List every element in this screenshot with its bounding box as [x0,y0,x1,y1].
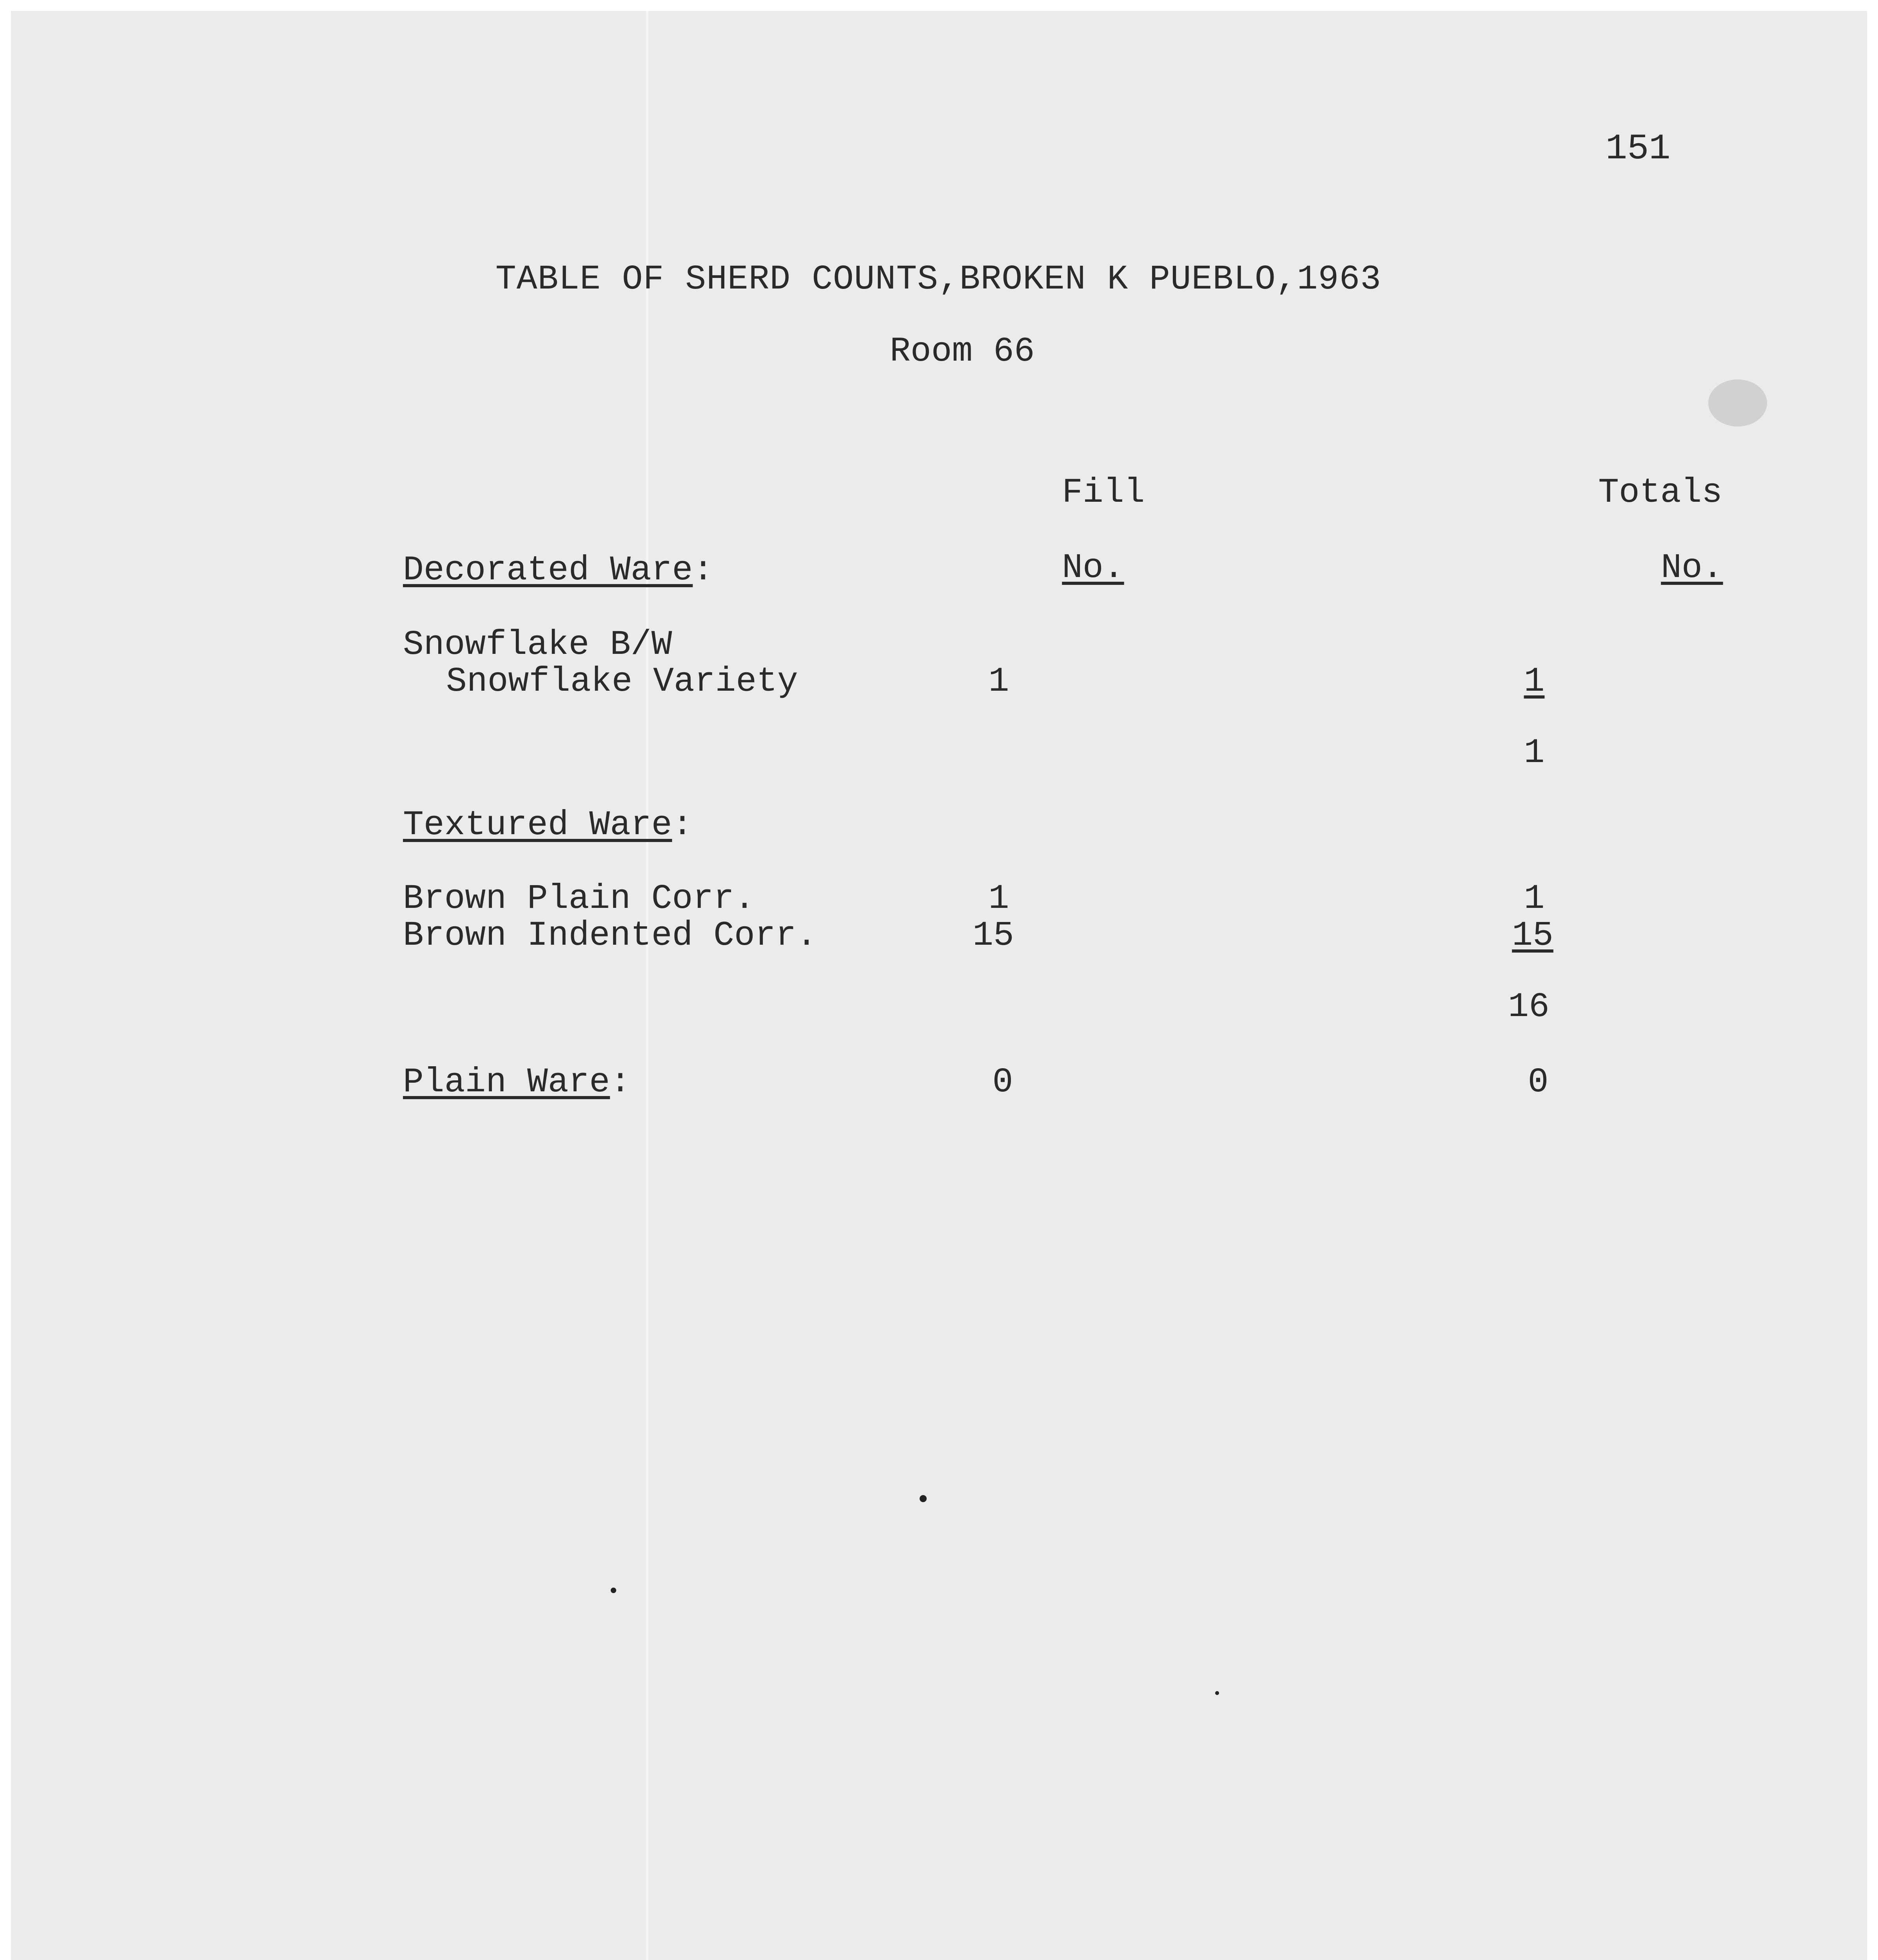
paper-fold [646,11,648,1960]
fill-column-header [979,437,1145,625]
document-subtitle: Room 66 [890,332,1035,371]
brown-indented-corr-total: 15 [1512,916,1553,955]
brown-plain-corr-label: Brown Plain Corr. [403,880,755,918]
brown-plain-corr-total: 1 [1524,880,1545,918]
paper-smudge [1708,379,1767,426]
brown-plain-corr-fill: 1 [988,880,1009,918]
snowflake-variety-total: 1 [1524,662,1545,701]
textured-subtotal: 16 [1508,988,1550,1027]
plain-ware-fill: 0 [992,1063,1013,1102]
decorated-subtotal: 1 [1524,734,1545,773]
textured-ware-heading: Textured Ware: [403,806,693,845]
plain-ware-heading: Plain Ware: [403,1063,631,1102]
document-title: TABLE OF SHERD COUNTS,BROKEN K PUEBLO,1963 [495,260,1381,299]
brown-indented-corr-label: Brown Indented Corr. [403,916,817,955]
fill-header-line2: No. [1062,549,1124,588]
document-page [11,11,1867,1960]
paper-speck [920,1495,927,1502]
brown-indented-corr-fill: 15 [973,916,1014,955]
paper-speck [611,1588,616,1593]
snowflake-variety-fill: 1 [988,662,1009,701]
snowflake-bw-label: Snowflake B/W [403,626,672,664]
paper-speck [1215,1691,1219,1695]
totals-header-line2: No. [1661,549,1723,588]
totals-header-line1: Totals [1598,474,1723,512]
fill-header-line1: Fill [1062,474,1145,512]
decorated-ware-heading: Decorated Ware: [403,551,714,590]
totals-column-header [1515,437,1723,625]
plain-ware-total: 0 [1528,1063,1549,1102]
snowflake-variety-label: Snowflake Variety [446,662,798,701]
page-number: 151 [1606,128,1671,169]
